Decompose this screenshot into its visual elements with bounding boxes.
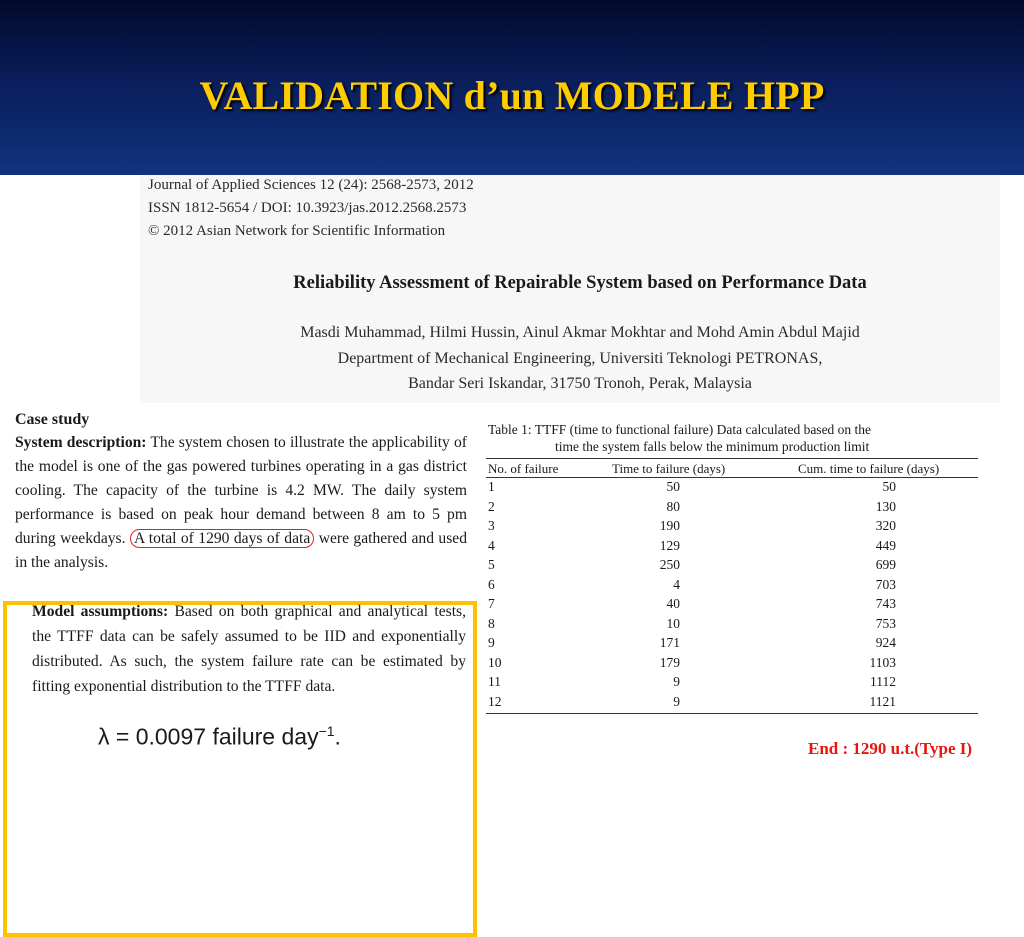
table-cell-failure-no: 1 xyxy=(488,479,495,494)
table-header-rule xyxy=(486,477,978,478)
table-cell-time-to-failure: 80 xyxy=(666,498,680,514)
table-cell-cum-time: 1112 xyxy=(870,674,896,689)
model-assumptions-label: Model assumptions: xyxy=(32,603,169,620)
table-cell-cum-time: 703 xyxy=(875,576,896,592)
table-header-no-of-failure: No. of failure xyxy=(488,461,559,476)
table-row xyxy=(486,674,978,694)
failure-rate-formula-main: λ = 0.0097 failure day xyxy=(98,723,319,750)
table-cell-cum-time: 699 xyxy=(875,557,896,572)
table-cell-failure-no: 6 xyxy=(488,576,495,592)
table-cell-time-to-failure: 250 xyxy=(659,557,680,572)
case-study-heading: Case study xyxy=(15,411,90,428)
paper-affiliation-line-2: Bandar Seri Iskandar, 31750 Tronoh, Perak, Malaysia xyxy=(408,375,752,392)
table-caption-line-2: time the system falls below the minimum production limit xyxy=(555,439,870,454)
model-assumptions-text: Based on both graphical and analytical tests, the TTFF data can be safely assumed to be IID and exponentially distributed. As such, the system failure rate can be estimated by fitting exponential distribution to the TTFF data. xyxy=(32,603,466,695)
paper-authors: Masdi Muhammad, Hilmi Hussin, Ainul Akmar Mokhtar and Mohd Amin Abdul Majid xyxy=(300,324,860,341)
table-cell-time-to-failure: 4 xyxy=(673,576,680,592)
system-description-label: System description: xyxy=(15,434,147,451)
table-cell-failure-no: 9 xyxy=(488,635,495,650)
table-cell-time-to-failure: 9 xyxy=(673,693,680,709)
table-cell-time-to-failure: 179 xyxy=(659,654,680,670)
table-row xyxy=(486,694,978,714)
table-row xyxy=(486,596,978,616)
table-cell-time-to-failure: 40 xyxy=(666,596,680,611)
table-cell-cum-time: 449 xyxy=(875,537,896,553)
table-cell-cum-time: 130 xyxy=(875,498,896,514)
failure-rate-formula-end: . xyxy=(334,723,341,750)
table-row xyxy=(486,635,978,655)
table-cell-time-to-failure: 50 xyxy=(666,479,680,494)
table-row xyxy=(486,655,978,675)
table-header-time-to-failure: Time to failure (days) xyxy=(612,461,726,476)
table-caption xyxy=(488,421,978,455)
highlighted-data-total: A total of 1290 days of data xyxy=(130,529,314,548)
table-cell-failure-no: 12 xyxy=(488,693,502,709)
table-cell-failure-no: 5 xyxy=(488,557,495,572)
system-description-text: The system chosen to illustrate the applicability of the model is one of the gas powered turbines operating in a gas district cooling. The capacity of the turbine is 4.2 MW. The daily system performance is based on peak hour demand between 8 am to 5 pm during weekdays. xyxy=(15,434,467,547)
table-cell-time-to-failure: 129 xyxy=(659,537,680,553)
slide-title: VALIDATION d’un MODELE HPP xyxy=(199,73,825,118)
end-note: End : 1290 u.t.(Type I) xyxy=(808,739,973,758)
system-description xyxy=(15,431,467,575)
journal-citation: Journal of Applied Sciences 12 (24): 2568-2573, 2012 xyxy=(148,177,474,193)
table-cell-time-to-failure: 9 xyxy=(673,674,680,689)
table-cell-failure-no: 8 xyxy=(488,615,495,631)
table-row xyxy=(486,557,978,577)
table-row xyxy=(486,479,978,499)
table-row xyxy=(486,616,978,636)
table-cell-cum-time: 1103 xyxy=(869,654,896,670)
slide-content xyxy=(0,175,1024,768)
table-cell-failure-no: 2 xyxy=(488,498,495,514)
table-cell-failure-no: 4 xyxy=(488,537,495,553)
table-cell-time-to-failure: 190 xyxy=(659,518,680,533)
table-cell-time-to-failure: 10 xyxy=(666,615,680,631)
table-row xyxy=(486,538,978,558)
table-cell-cum-time: 50 xyxy=(882,479,896,494)
table-cell-cum-time: 320 xyxy=(875,518,896,533)
failure-rate-exponent: −1 xyxy=(318,723,335,739)
table-cell-failure-no: 3 xyxy=(488,518,495,533)
paper-title: Reliability Assessment of Repairable System based on Performance Data xyxy=(293,273,867,293)
slide-header xyxy=(0,0,1024,175)
journal-copyright: © 2012 Asian Network for Scientific Information xyxy=(148,223,446,239)
table-cell-cum-time: 924 xyxy=(875,635,896,650)
table-cell-failure-no: 7 xyxy=(488,596,495,611)
table-cell-cum-time: 1121 xyxy=(869,693,896,709)
table-row xyxy=(486,518,978,538)
journal-issn: ISSN 1812-5654 / DOI: 10.3923/jas.2012.2568.2573 xyxy=(148,200,467,216)
table-cell-time-to-failure: 171 xyxy=(659,635,680,650)
table-row xyxy=(486,577,978,597)
table-row xyxy=(486,499,978,519)
table-cell-failure-no: 11 xyxy=(488,674,501,689)
table-cell-cum-time: 753 xyxy=(875,615,896,631)
table-cell-failure-no: 10 xyxy=(488,654,502,670)
table-header-cum-time: Cum. time to failure (days) xyxy=(798,461,940,476)
system-description-end: were gathered and used in the analysis. xyxy=(15,530,468,571)
paper-affiliation-line-1: Department of Mechanical Engineering, Universiti Teknologi PETRONAS, xyxy=(337,350,823,367)
table-bottom-rule xyxy=(486,713,978,714)
table-caption-line-1: Table 1: TTFF (time to functional failure) Data calculated based on the xyxy=(488,422,872,437)
table-cell-cum-time: 743 xyxy=(875,596,896,611)
table-top-rule xyxy=(486,458,978,459)
model-assumptions xyxy=(32,599,466,699)
failure-rate-formula xyxy=(98,723,341,751)
